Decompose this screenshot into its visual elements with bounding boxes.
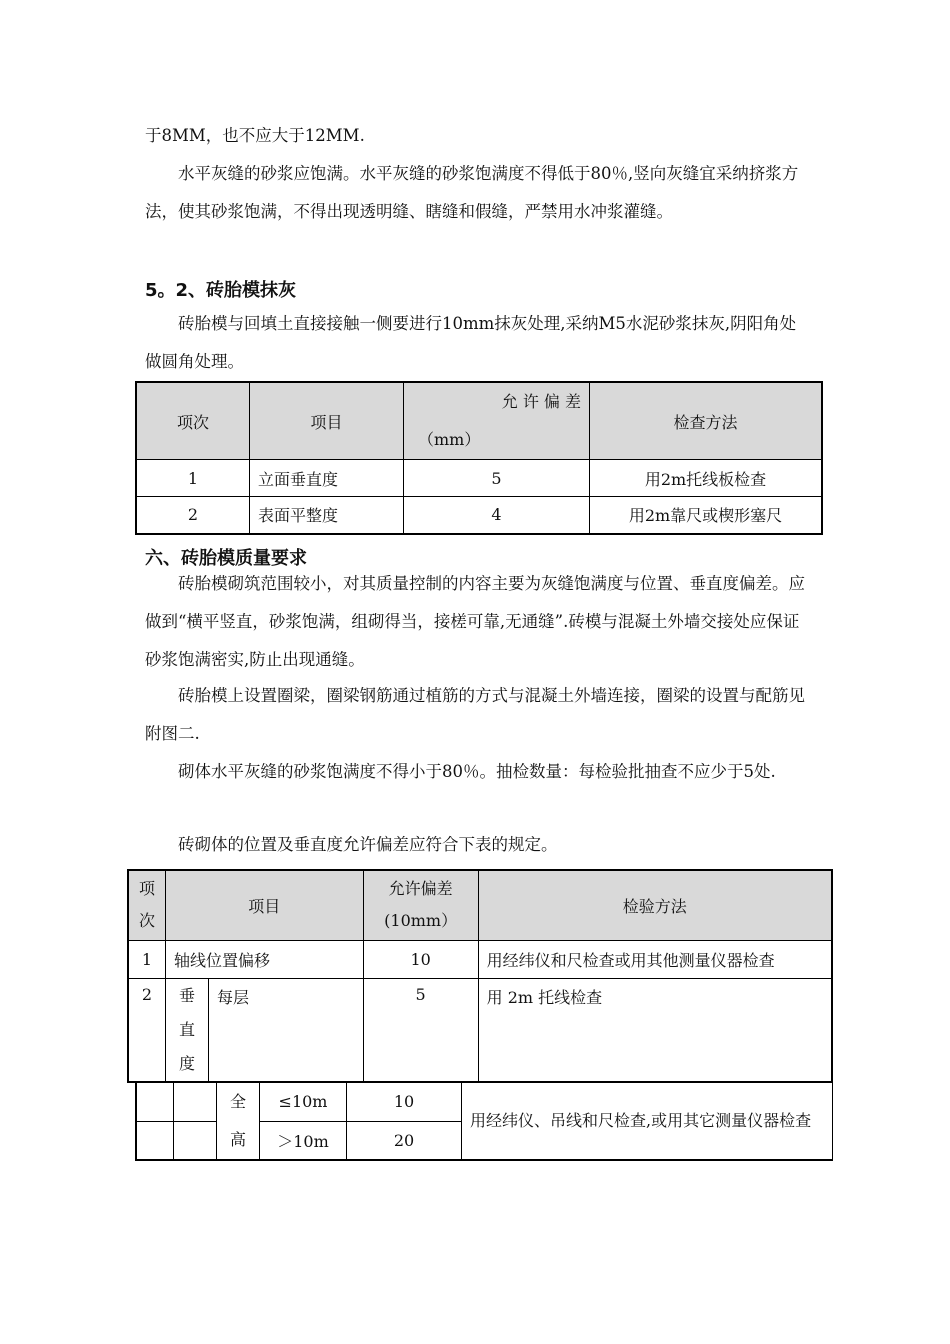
t1-header-method: 检查方法 bbox=[590, 382, 823, 460]
t2-header-no-2: 次 bbox=[138, 911, 155, 931]
plaster-tolerance-table bbox=[135, 381, 823, 535]
masonry-tolerance-table-continued bbox=[135, 1082, 833, 1161]
t1-cell: 立面垂直度 bbox=[250, 460, 404, 497]
t1-cell: 1 bbox=[136, 460, 250, 497]
t3-full-height-1: 全 bbox=[229, 1091, 246, 1111]
t1-header-tolerance-unit: （mm） bbox=[418, 430, 481, 449]
t2-vertical-char: 垂 bbox=[178, 985, 195, 1005]
t3-cell: ＞10m bbox=[260, 1121, 347, 1160]
t2-cell: 10 bbox=[363, 940, 478, 978]
t1-cell: 5 bbox=[404, 460, 590, 497]
t3-full-height bbox=[217, 1083, 260, 1160]
t1-header-tolerance bbox=[404, 382, 590, 460]
paragraph-1: 于8MM，也不应大于12MM. bbox=[145, 126, 365, 145]
t1-cell: 用2m托线板检查 bbox=[590, 460, 823, 497]
paragraph-5: 砖胎模上设置圈梁，圈梁钢筋通过植筋的方式与混凝土外墙连接，圈梁的设置与配筋见附图二. bbox=[145, 686, 805, 743]
t2-header-tolerance-unit: (10mm） bbox=[384, 911, 458, 931]
t1-cell: 2 bbox=[136, 497, 250, 534]
t3-empty-cell bbox=[174, 1083, 217, 1122]
t1-header-no: 项次 bbox=[136, 382, 250, 460]
t2-vertical-char: 度 bbox=[178, 1053, 195, 1073]
t2-header-tolerance-label: 允许偏差 bbox=[388, 879, 453, 899]
t3-cell: 10 bbox=[347, 1083, 462, 1122]
paragraph-3: 砖胎模与回填土直接接触一侧要进行10mm抹灰处理,采纳M5水泥砂浆抹灰,阴阳角处做圆角处理。 bbox=[145, 314, 797, 371]
paragraph-7: 砖砌体的位置及垂直度允许偏差应符合下表的规定。 bbox=[178, 835, 558, 854]
t2-vertical-char: 直 bbox=[178, 1019, 195, 1039]
t1-cell: 表面平整度 bbox=[250, 497, 404, 534]
t3-empty-cell bbox=[136, 1121, 174, 1160]
t2-header-no-1: 项 bbox=[138, 879, 155, 899]
t2-cell-vertical bbox=[166, 978, 209, 1082]
masonry-tolerance-table bbox=[127, 869, 833, 1083]
t3-cell: ≤10m bbox=[260, 1083, 347, 1122]
t2-cell: 2 bbox=[128, 978, 166, 1082]
t3-empty-cell bbox=[136, 1083, 174, 1122]
t2-header-method: 检验方法 bbox=[478, 870, 832, 940]
t3-empty-cell bbox=[174, 1121, 217, 1160]
t2-header-tolerance bbox=[363, 870, 478, 940]
t3-cell: 20 bbox=[347, 1121, 462, 1160]
t1-cell: 4 bbox=[404, 497, 590, 534]
t2-header-item: 项目 bbox=[166, 870, 364, 940]
t2-cell: 轴线位置偏移 bbox=[166, 940, 364, 978]
t2-cell: 用经纬仪和尺检查或用其他测量仪器检查 bbox=[478, 940, 832, 978]
t1-header-tolerance-label: 允 许 偏 差 bbox=[501, 392, 581, 411]
heading-section-6: 六、砖胎模质量要求 bbox=[145, 548, 307, 569]
paragraph-4: 砖胎模砌筑范围较小，对其质量控制的内容主要为灰缝饱满度与位置、垂直度偏差。应做到“横平竖直，砂浆饱满，组砌得当，接槎可靠,无通缝”.砖模与混凝土外墙交接处应保证砂浆饱满密实,防止出现通缝。 bbox=[145, 574, 805, 669]
paragraph-6: 砌体水平灰缝的砂浆饱满度不得小于80％。抽检数量：每检验批抽查不应少于5处. bbox=[178, 762, 776, 781]
t2-header-no bbox=[128, 870, 166, 940]
t1-header-item: 项目 bbox=[250, 382, 404, 460]
paragraph-2: 水平灰缝的砂浆应饱满。水平灰缝的砂浆饱满度不得低于80％,竖向灰缝宜采纳挤浆方法，使其砂浆饱满，不得出现透明缝、瞎缝和假缝，严禁用水冲浆灌缝。 bbox=[145, 164, 799, 221]
t2-cell: 用 2m 托线检查 bbox=[478, 978, 832, 1082]
t2-cell: 5 bbox=[363, 978, 478, 1082]
t1-cell: 用2m靠尺或楔形塞尺 bbox=[590, 497, 823, 534]
t3-full-height-2: 高 bbox=[229, 1129, 246, 1149]
t3-method: 用经纬仪、吊线和尺检查,或用其它测量仪器检查 bbox=[462, 1083, 833, 1160]
heading-5-2: 5。2、砖胎模抹灰 bbox=[145, 280, 297, 301]
t2-cell: 1 bbox=[128, 940, 166, 978]
t2-cell: 每层 bbox=[209, 978, 364, 1082]
